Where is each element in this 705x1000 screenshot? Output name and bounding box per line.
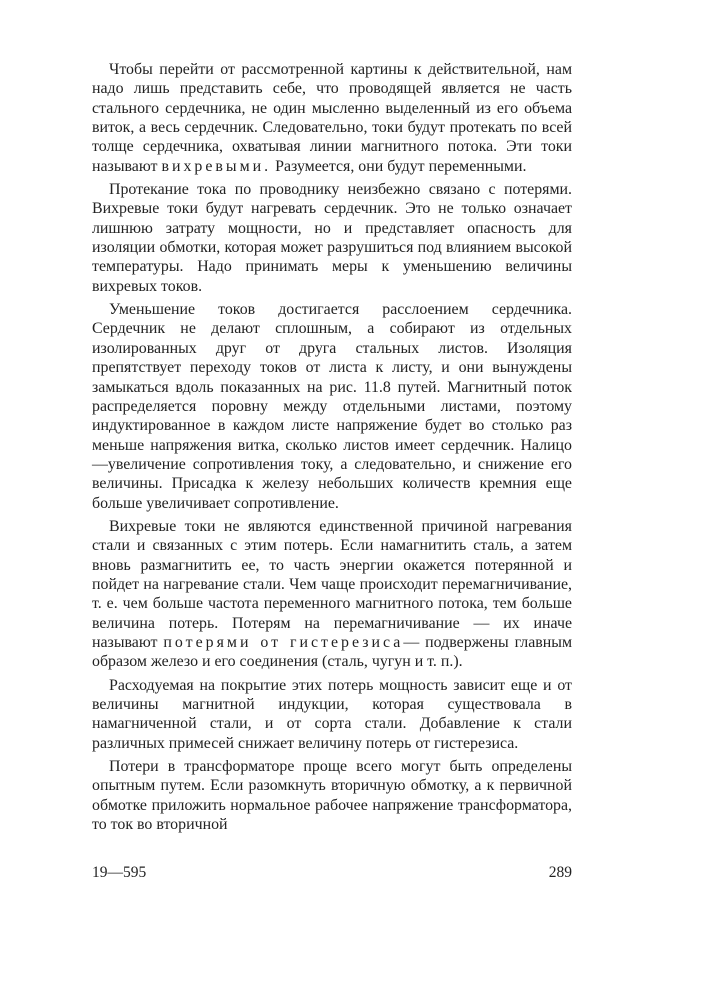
paragraph-1-text: Чтобы перейти от рассмотренной картины к действительной, нам надо лишь представить себе, что проводящей является не часть стального сердечника, не один мысленно выделенный из его объема виток, а весь сердечник. Следовательно, токи будут протекать по всей толще сердечника, охватывая линии магнитного потока. Эти токи называют <box>92 61 572 175</box>
paragraph-4-tail: — подвержены главным образом железо и его соединения (сталь, чугун и т. п.). <box>92 633 572 671</box>
paragraph-1 <box>92 60 572 176</box>
paragraph-3: Уменьшение токов достигается расслоением сердечника. Сердечник не делают сплошным, а собирают из отдельных изолированных друг от друга стальных листов. Изоляция препятствует переходу токов от листа к листу, и они вынуждены замыкаться вдоль показанных на рис. 11.8 путей. Магнитный поток распределяется поровну между отдельными листами, поэтому индуктированное в каждом листе напряжение будет во столько раз меньше напряжения витка, сколько листов имеет сердечник. Налицо —увеличение сопротивления току, а следовательно, и снижение его величины. Присадка к железу небольших количеств кремния еще больше увеличивает сопротивление. <box>92 301 572 512</box>
paragraph-4-text: Вихревые токи не являются единственной причиной нагревания стали и связанных с этим потерь. Если намагнитить сталь, а затем вновь размагнитить ее, то часть энергии окажется потерянной и пойдет на нагревание стали. Чем чаще происходит перемагничивание, т. е. чем больше частота переменного магнитного потока, тем больше величина потерь. Потерям на перемагничивание — их иначе называют <box>92 517 572 651</box>
page-number: 289 <box>548 864 572 881</box>
emphasis-term-hysteresis: потерями от гистерезиса <box>163 633 404 651</box>
paragraph-1-tail: Разумеется, они будут переменными. <box>275 157 527 175</box>
emphasis-term-vortex: вихревыми. <box>161 157 272 175</box>
paragraph-6: Потери в трансформаторе проще всего могут быть определены опытным путем. Если разомкнуть вторичную обмотку, а к первичной обмотке приложить нормальное рабочее напряжение трансформатора, то ток во вторичной <box>92 758 572 834</box>
paragraph-2: Протекание тока по проводнику неизбежно связано с потерями. Вихревые токи будут нагревать сердечник. Это не только означает лишнюю затрату мощности, но и представляет опасность для изоляции обмотки, которая может разрушиться под влиянием высокой температуры. Надо принимать меры к уменьшению величины вихревых токов. <box>92 181 572 295</box>
paragraph-5: Расходуемая на покрытие этих потерь мощность зависит еще и от величины магнитной индукции, которая существовала в намагниченной стали, и от сорта стали. Добавление к стали различных примесей снижает величину потерь от гистерезиса. <box>92 676 572 752</box>
printer-signature: 19—595 <box>92 864 147 881</box>
paragraph-4 <box>92 517 572 672</box>
page-body <box>92 60 572 834</box>
